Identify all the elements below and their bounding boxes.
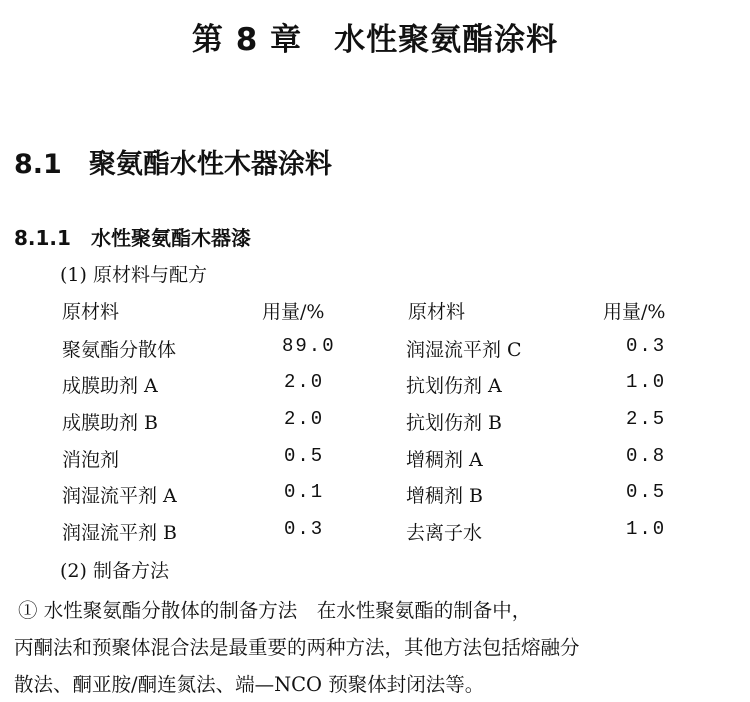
preparation-method-heading: (2) 制备方法 [60,560,169,582]
table-row-right-amount: 0.3 [626,335,667,357]
table-row-right-material: 去离子水 [406,522,483,544]
paragraph-line: 丙酮法和预聚体混合法是最重要的两种方法，其他方法包括熔融分 [14,636,580,659]
section-title: 8.1 聚氨酯水性木器涂料 [14,149,332,180]
table-row-left-material: 润湿流平剂 B [62,522,178,544]
header-left-amount: 用量/% [262,301,325,323]
table-row-right-amount: 1.0 [626,371,667,393]
table-row-left-amount: 2.0 [284,371,325,393]
header-left-material: 原材料 [62,301,120,323]
table-row-right-amount: 2.5 [626,408,667,430]
table-row-left-material: 成膜助剂 A [62,375,158,397]
paragraph-line: 散法、酮亚胺/酮连氮法、端—NCO 预聚体封闭法等。 [14,673,485,696]
table-row-left-material: 成膜助剂 B [62,412,159,434]
table-row-right-material: 增稠剂 A [406,449,483,471]
table-row-right-amount: 0.8 [626,445,667,467]
header-right-material: 原材料 [408,301,466,323]
table-row-left-amount: 0.1 [284,481,325,503]
table-row-left-amount: 0.3 [284,518,325,540]
table-row-right-material: 润湿流平剂 C [406,339,522,361]
table-row-right-material: 增稠剂 B [406,485,484,507]
header-right-amount: 用量/% [603,301,666,323]
table-row-left-material: 聚氨酯分散体 [62,339,177,361]
table-row-left-amount: 2.0 [284,408,325,430]
subsection-title: 8.1.1 水性聚氨酯木器漆 [14,226,251,250]
table-row-left-amount: 89.0 [282,335,336,357]
materials-formula-heading: (1) 原材料与配方 [60,264,207,286]
table-row-right-amount: 0.5 [626,481,667,503]
table-row-left-material: 润湿流平剂 A [62,485,177,507]
table-row-left-amount: 0.5 [284,445,325,467]
table-row-right-amount: 1.0 [626,518,667,540]
chapter-title: 第 8 章 水性聚氨酯涂料 [191,22,559,58]
table-row-right-material: 抗划伤剂 A [406,375,502,397]
table-row-right-material: 抗划伤剂 B [406,412,503,434]
table-row-left-material: 消泡剂 [62,449,120,471]
paragraph-line: ① 水性聚氨酯分散体的制备方法 在水性聚氨酯的制备中， [18,599,532,622]
